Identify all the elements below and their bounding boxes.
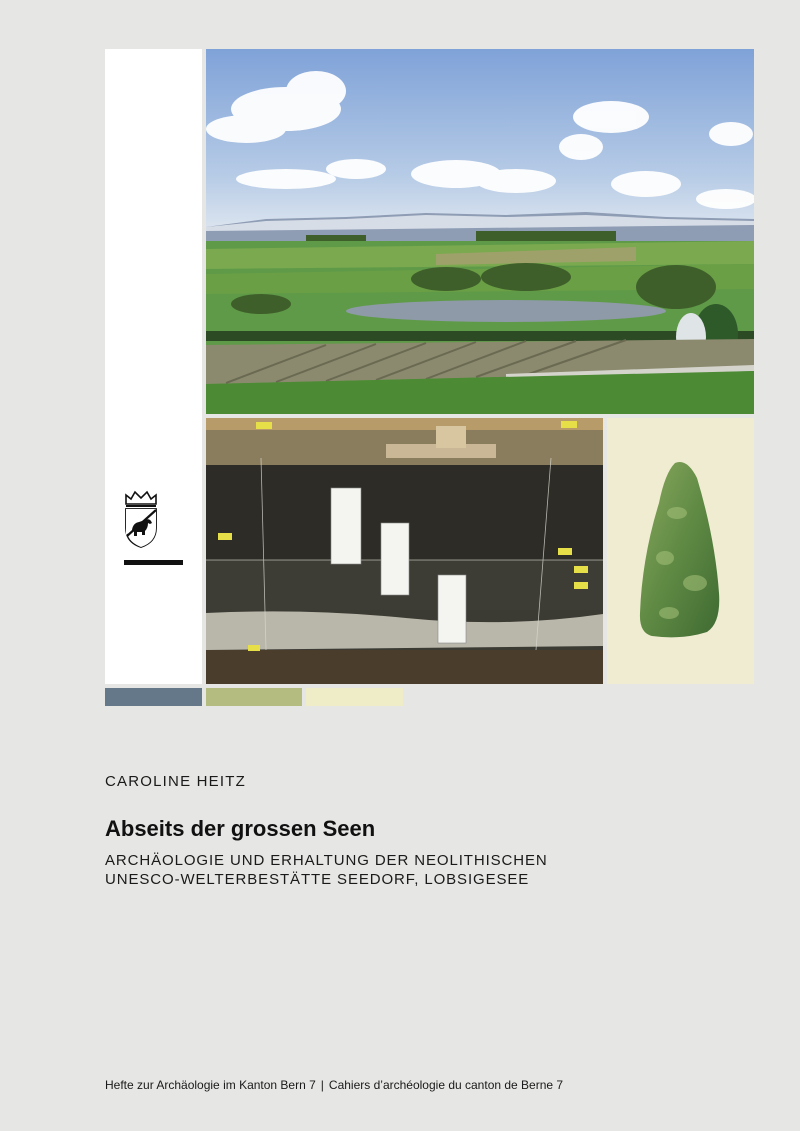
- series-title-de: Hefte zur Archäologie im Kanton Bern 7: [105, 1078, 316, 1092]
- emblem-panel: [105, 49, 202, 684]
- subtitle-line-1: ARCHÄOLOGIE UND ERHALTUNG DER NEOLITHISCHEN: [105, 852, 548, 869]
- excavation-photo: [206, 418, 603, 684]
- book-title: Abseits der grossen Seen: [105, 816, 376, 841]
- subtitle-line-2: UNESCO-WELTERBESTÄTTE SEEDORF, LOBSIGESEE: [105, 871, 530, 888]
- color-swatch-cream: [306, 688, 403, 706]
- landscape-photo: [206, 49, 754, 414]
- series-separator: |: [320, 1078, 324, 1092]
- series-title-fr: Cahiers d’archéologie du canton de Berne 7: [328, 1078, 564, 1092]
- author-name: CAROLINE HEITZ: [105, 773, 246, 790]
- series-footer: [105, 1078, 563, 1092]
- artifact-panel: [607, 418, 754, 684]
- stone-axe-image: [607, 418, 754, 684]
- color-swatch-slate: [105, 688, 202, 706]
- color-swatch-olive: [206, 688, 302, 706]
- emblem-bar: [124, 560, 183, 565]
- bern-coat-of-arms-icon: [123, 490, 159, 548]
